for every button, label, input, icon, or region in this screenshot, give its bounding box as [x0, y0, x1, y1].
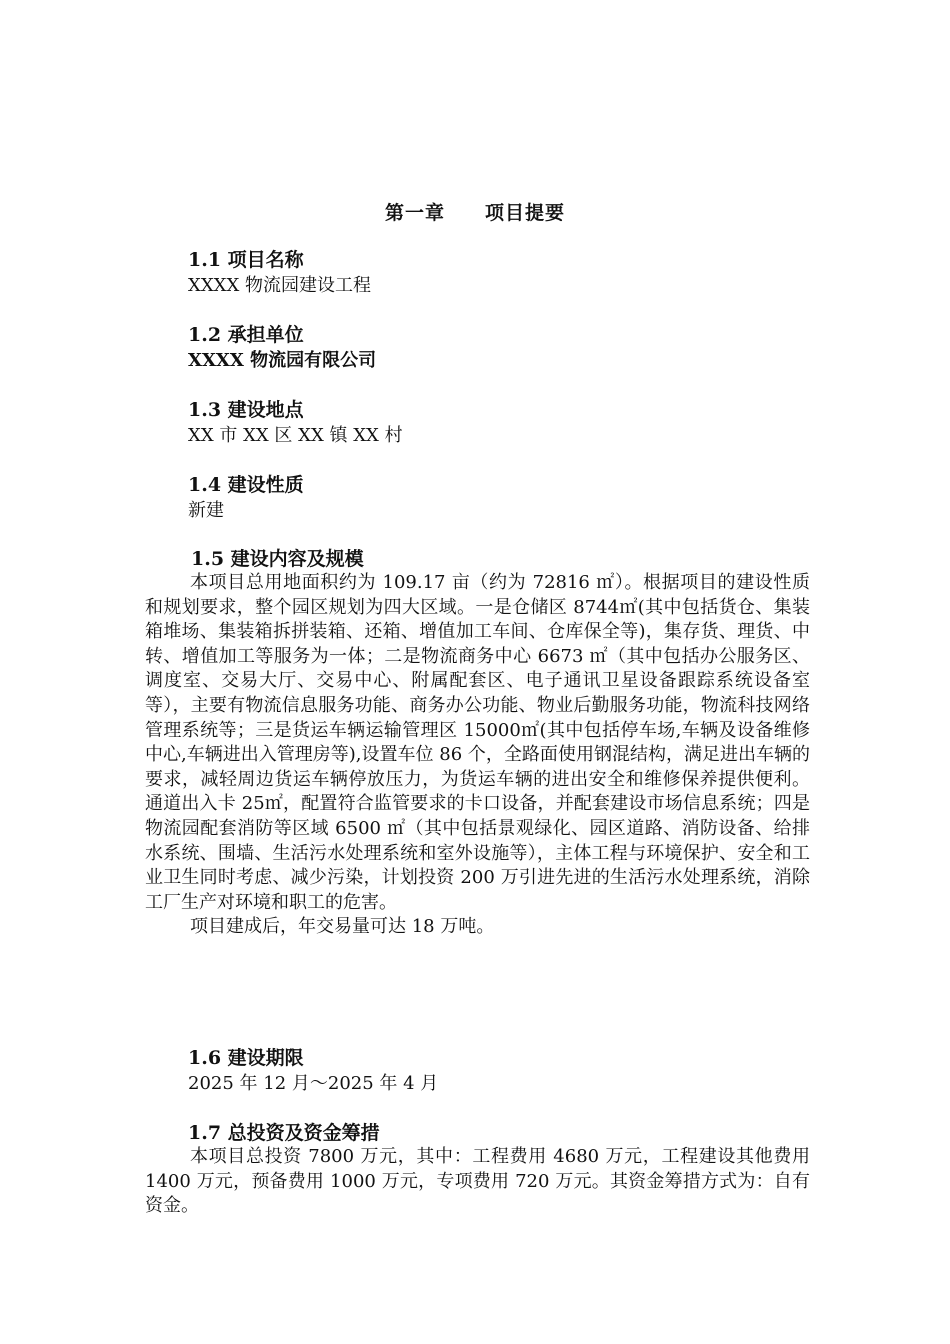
- section-construction-period: [188, 1045, 808, 1097]
- paragraph: 本项目总投资 7800 万元，其中：工程费用 4680 万元，工程建设其他费用 1400 万元，预备费用 1000 万元，专项费用 720 万元。其资金筹措方式为：自有资金。: [145, 1146, 810, 1217]
- section-heading: 1.5 建设内容及规模: [191, 548, 364, 570]
- paragraph: 项目建成后，年交易量可达 18 万吨。: [190, 916, 495, 938]
- section-heading: 1.4 建设性质: [188, 474, 304, 496]
- section-content-scale-heading: [191, 546, 811, 572]
- section-value: 新建: [188, 500, 224, 521]
- section-heading: 1.6 建设期限: [188, 1047, 304, 1069]
- chapter-number: 第一章: [384, 202, 445, 224]
- section-undertaking-unit: [188, 322, 808, 374]
- chapter-title: [0, 198, 950, 225]
- section-heading: 1.1 项目名称: [188, 249, 304, 271]
- chapter-name: 项目提要: [485, 202, 566, 224]
- section-investment-body: [145, 1145, 810, 1219]
- section-construction-site: [188, 397, 808, 449]
- section-heading: 1.7 总投资及资金筹措: [188, 1122, 380, 1144]
- section-construction-nature: [188, 472, 808, 524]
- section-value: XXXX 物流园有限公司: [188, 350, 377, 371]
- section-value: 2025 年 12 月～2025 年 4 月: [188, 1073, 439, 1094]
- section-heading: 1.2 承担单位: [188, 324, 304, 346]
- paragraph: 本项目总用地面积约为 109.17 亩（约为 72816 ㎡）。根据项目的建设性质和规划要求，整个园区规划为四大区域。一是仓储区 8744㎡(其中包括货仓、集装箱堆场、集装箱拆拼装箱、还箱、增值加工车间、仓库保全等)，集存货、理货、中转、增值加工等服务为一体；二是物流商务中心 6673 ㎡（其中包括办公服务区、调度室、交易大厅、交易中心、附属配套区、电子通讯卫星设备跟踪系统设备室等），主要有物流信息服务功能、商务办公功能、物业后勤服务功能，物流科技网络管理系统等；三是货运车辆运输管理区 15000㎡(其中包括停车场,车辆及设备维修中心,车辆进出入管理房等),设置车位 86 个，全路面使用钢混结构，满足进出车辆的要求，减轻周边货运车辆停放压力，为货运车辆的进出安全和维修保养提供便利。通道出入卡 25㎡，配置符合监管要求的卡口设备，并配套建设市场信息系统；四是物流园配套消防等区域 6500 ㎡（其中包括景观绿化、园区道路、消防设备、给排水系统、围墙、生活污水处理系统和室外设施等），主体工程与环境保护、安全和工业卫生同时考虑、减少污染，计划投资 200 万引进先进的生活污水处理系统，消除工厂生产对环境和职工的危害。: [145, 572, 810, 913]
- section-content-scale-body: [145, 571, 810, 940]
- section-heading: 1.3 建设地点: [188, 399, 304, 421]
- section-value: XXXX 物流园建设工程: [188, 275, 371, 296]
- section-investment-heading: [188, 1120, 808, 1146]
- section-project-name: [188, 247, 808, 299]
- section-value: XX 市 XX 区 XX 镇 XX 村: [188, 425, 403, 446]
